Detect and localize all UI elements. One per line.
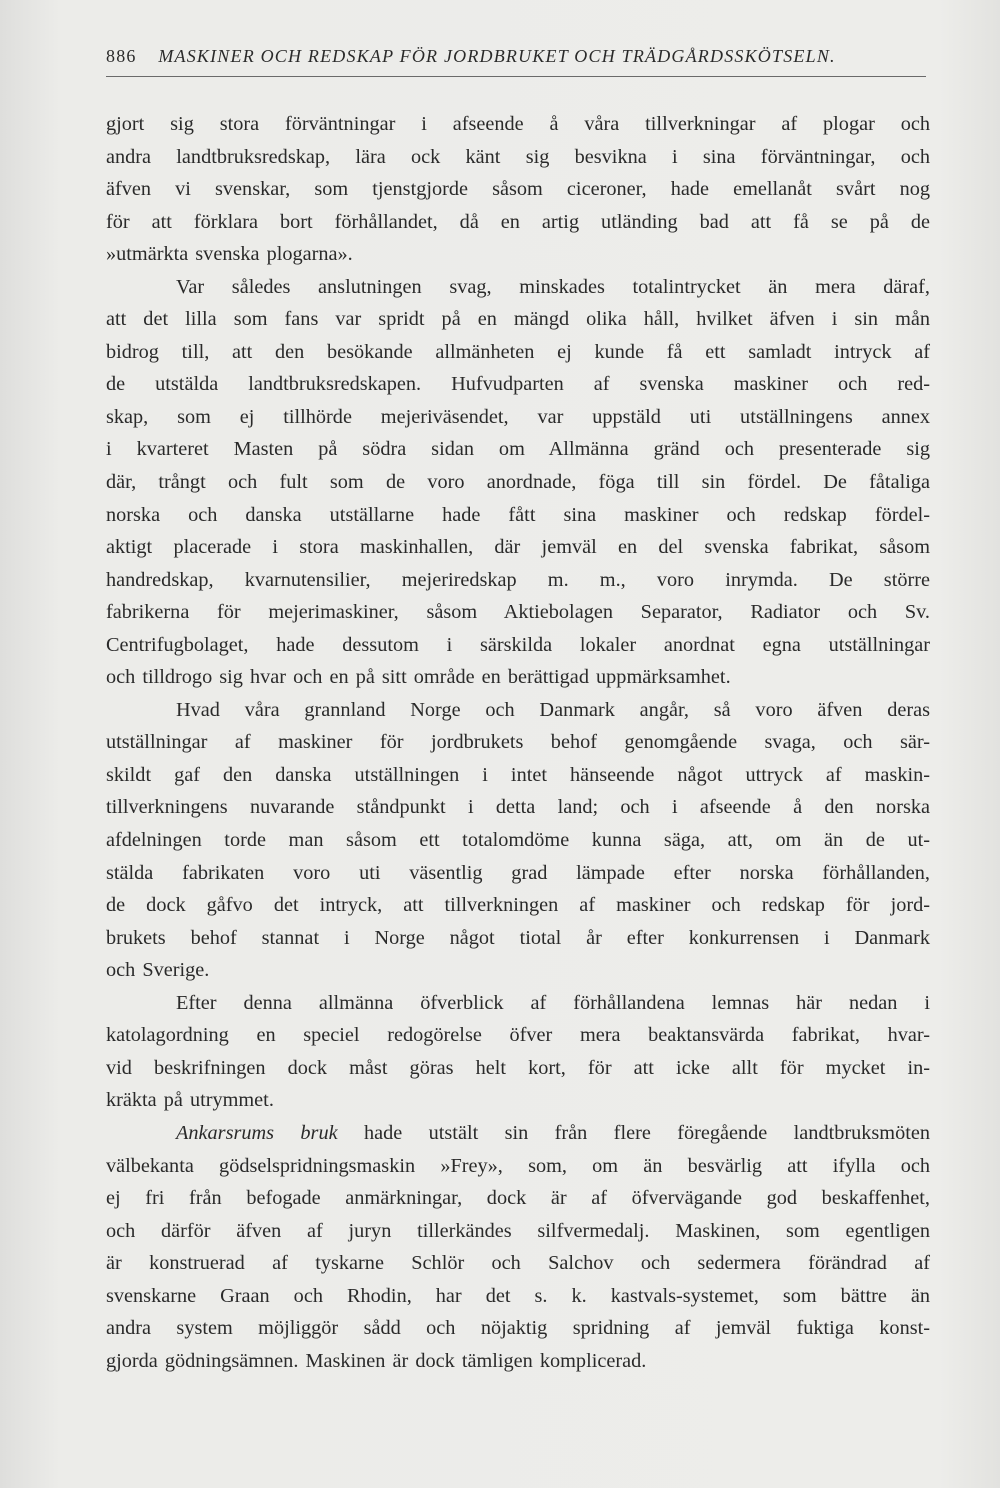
italic-lead: Ankarsrums bruk bbox=[176, 1121, 338, 1144]
text-line: bidrog till, att den besökande allmänheten ej kunde få ett samladt intryck af bbox=[106, 340, 930, 363]
text-line: äfven vi svenskar, som tjenstgjorde såsom ciceroner, hade emellanåt svårt nog bbox=[106, 178, 930, 201]
paragraph-4 bbox=[106, 987, 930, 1117]
paragraph-2 bbox=[106, 271, 930, 694]
text-line: katolagordning en speciel redogörelse öfver mera beaktansvärda fabrikat, hvar- bbox=[106, 1024, 930, 1047]
text-line: kräkta på utrymmet. bbox=[106, 1089, 274, 1112]
running-title: MASKINER OCH REDSKAP FÖR JORDBRUKET OCH TRÄDGÅRDSSKÖTSELN. bbox=[158, 46, 836, 66]
paragraph-3 bbox=[106, 694, 930, 987]
text-line: andra system möjliggör sådd och nöjaktig spridning af jemväl fuktiga konst- bbox=[106, 1317, 930, 1340]
text-line: att det lilla som fans var spridt på en mängd olika håll, hvilket äfven i sin mån bbox=[106, 308, 930, 331]
text-line: Hvad våra grannland Norge och Danmark angår, så voro äfven deras bbox=[176, 698, 930, 721]
text-line: andra landtbruksredskap, lära ock känt sig besvikna i sina förväntningar, och bbox=[106, 145, 930, 168]
text-line: och tilldrogo sig hvar och en på sitt område en berättigad uppmärksamhet. bbox=[106, 666, 731, 689]
text-line: ej fri från befogade anmärkningar, dock är af öfvervägande god beskaffenhet, bbox=[106, 1187, 930, 1210]
text-line: tillverkningens nuvarande ståndpunkt i detta land; och i afseende å den norska bbox=[106, 796, 930, 819]
text-line: brukets behof stannat i Norge något tiotal år efter konkurrensen i Danmark bbox=[106, 926, 930, 949]
text-line: utställningar af maskiner för jordbrukets behof genomgående svaga, och sär- bbox=[106, 731, 930, 754]
text-line: de dock gåfvo det intryck, att tillverkningen af maskiner och redskap för jord- bbox=[106, 894, 930, 917]
text-line: gjort sig stora förväntningar i afseende å våra tillverkningar af plogar och bbox=[106, 113, 930, 135]
text-line: och därför äfven af juryn tillerkändes silfvermedalj. Maskinen, som egentligen bbox=[106, 1219, 930, 1242]
text-line: Var således anslutningen svag, minskades totalintrycket än mera däraf, bbox=[176, 275, 930, 298]
text-line: stälda fabrikaten voro uti väsentlig grad lämpade efter norska förhållanden, bbox=[106, 861, 930, 884]
text-line: fabrikerna för mejerimaskiner, såsom Aktiebolagen Separator, Radiator och Sv. bbox=[106, 601, 930, 624]
text-line: svenskarne Graan och Rhodin, har det s. k. kastvals-systemet, som bättre än bbox=[106, 1284, 930, 1307]
paragraph-5 bbox=[106, 1117, 930, 1377]
text-line: för att förklara bort förhållandet, då en artig utländing bad att få se på de bbox=[106, 210, 930, 233]
text-line: gjorda gödningsämnen. Maskinen är dock tämligen komplicerad. bbox=[106, 1349, 647, 1372]
body-text bbox=[106, 108, 930, 1377]
text-line: handredskap, kvarnutensilier, mejeriredskap m. m., voro inrymda. De större bbox=[106, 568, 930, 591]
text-line bbox=[106, 1117, 930, 1150]
text-run: hade utstält sin från flere föregående landtbruksmöten bbox=[337, 1121, 930, 1144]
text-line: Efter denna allmänna öfverblick af förhållandena lemnas här nedan i bbox=[176, 991, 930, 1014]
paragraph-1 bbox=[106, 108, 930, 271]
text-line: är konstruerad af tyskarne Schlör och Salchov och sedermera förändrad af bbox=[106, 1252, 930, 1275]
text-line: afdelningen torde man såsom ett totalomdöme kunna säga, att, om än de ut- bbox=[106, 829, 930, 852]
text-line: skildt gaf den danska utställningen i intet hänseende något uttryck af maskin- bbox=[106, 763, 930, 786]
text-line: välbekanta gödselspridningsmaskin »Frey», som, om än besvärlig att ifylla och bbox=[106, 1154, 930, 1177]
header-rule bbox=[106, 76, 926, 77]
text-line: »utmärkta svenska plogarna». bbox=[106, 243, 353, 266]
page-header bbox=[106, 46, 926, 76]
text-line: norska och danska utställarne hade fått sina maskiner och redskap fördel- bbox=[106, 503, 930, 526]
text-line: och Sverige. bbox=[106, 959, 210, 982]
page-number: 886 bbox=[106, 46, 137, 66]
text-line: skap, som ej tillhörde mejeriväsendet, var uppstäld uti utställningens annex bbox=[106, 405, 930, 428]
text-line: aktigt placerade i stora maskinhallen, där jemväl en del svenska fabrikat, såsom bbox=[106, 536, 930, 559]
text-line: vid beskrifningen dock måst göras helt kort, för att icke allt för mycket in- bbox=[106, 1056, 930, 1079]
text-line: i kvarteret Masten på södra sidan om Allmänna gränd och presenterade sig bbox=[106, 438, 930, 461]
text-line: Centrifugbolaget, hade dessutom i särskilda lokaler anordnat egna utställningar bbox=[106, 633, 930, 656]
text-line: där, trångt och fult som de voro anordnade, föga till sin fördel. De fåtaliga bbox=[106, 471, 930, 494]
text-line: de utstälda landtbruksredskapen. Hufvudparten af svenska maskiner och red- bbox=[106, 373, 930, 396]
